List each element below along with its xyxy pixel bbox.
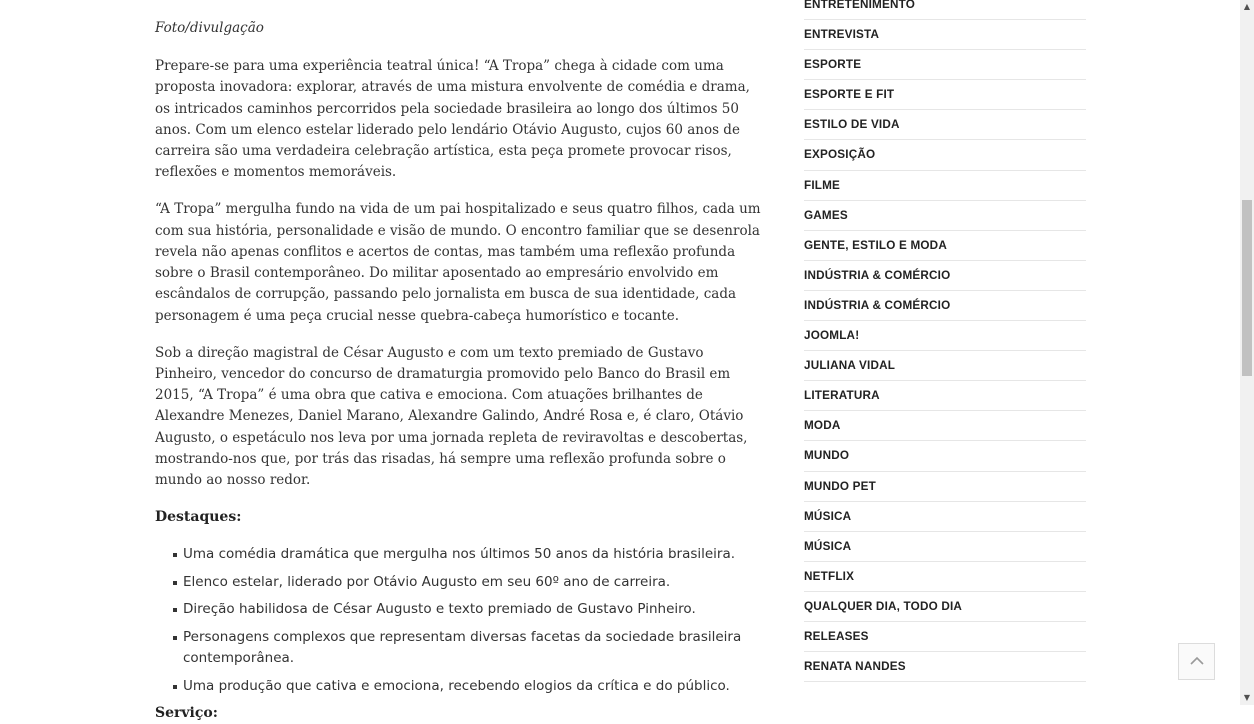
category-item xyxy=(804,441,1086,471)
highlights-list xyxy=(155,544,768,697)
category-item xyxy=(804,201,1086,231)
category-item xyxy=(804,321,1086,351)
category-link[interactable]: NETFLIX xyxy=(804,569,855,583)
category-link[interactable]: GENTE, ESTILO E MODA xyxy=(804,238,947,252)
category-link[interactable]: LITERATURA xyxy=(804,389,880,403)
service-heading: Serviço: xyxy=(155,705,218,722)
category-item xyxy=(804,140,1086,170)
category-item xyxy=(804,110,1086,140)
category-item xyxy=(804,50,1086,80)
chevron-up-icon xyxy=(1190,656,1204,665)
category-list xyxy=(804,0,1086,682)
category-link[interactable]: INDÚSTRIA & COMÉRCIO xyxy=(804,268,951,282)
category-item xyxy=(804,532,1086,562)
article-paragraph: Sob a direção magistral de César Augusto e com um texto premiado de Gustavo Pinheiro, vencedor do concurso de dramaturgia promovido pelo Banco do Brasil em 2015, “A Tropa” é uma obra que cativa e emociona. Com atuações brilhantes de Alexandre Menezes, Daniel Marano, Alexandre Galindo, André Rosa e, é claro, Otávio Augusto, o espetáculo nos leva por uma jornada repleta de reviravoltas e descobertas, mostrando-nos que, por trás das risadas, há sempre uma reflexão profunda sobre o mundo ao nosso redor. xyxy=(155,344,748,489)
scrollbar-thumb[interactable] xyxy=(1242,200,1252,376)
list-item: Uma comédia dramática que mergulha nos últimos 50 anos da história brasileira. xyxy=(183,544,768,566)
category-link[interactable]: MODA xyxy=(804,419,841,433)
category-item xyxy=(804,472,1086,502)
category-item xyxy=(804,80,1086,110)
article-paragraph: “A Tropa” mergulha fundo na vida de um pai hospitalizado e seus quatro filhos, cada um com sua história, personalidade e visão de mundo. O encontro familiar que se desenrola revela não apenas conflitos e acertos de contas, mas também uma reflexão profunda sobre o Brasil contemporâneo. Do militar aposentado ao empresário envolvido em escândalos de corrupção, passando pelo jornalista em busca de sua identidade, cada personagem é uma peça crucial nesse quebra-cabeça humorístico e tocante. xyxy=(155,201,761,324)
category-item xyxy=(804,231,1086,261)
category-item xyxy=(804,351,1086,381)
vertical-scrollbar[interactable] xyxy=(1240,0,1254,705)
category-link[interactable]: GAMES xyxy=(804,208,848,222)
category-link[interactable]: JOOMLA! xyxy=(804,329,860,343)
category-link[interactable]: ESTILO DE VIDA xyxy=(804,118,900,132)
category-link[interactable]: ENTREVISTA xyxy=(804,28,880,42)
category-item xyxy=(804,592,1086,622)
category-item xyxy=(804,622,1086,652)
category-link[interactable]: MUNDO xyxy=(804,449,850,463)
back-to-top-button[interactable] xyxy=(1178,643,1215,680)
category-link[interactable]: MÚSICA xyxy=(804,539,852,553)
category-item xyxy=(804,171,1086,201)
category-link[interactable]: JULIANA VIDAL xyxy=(804,359,896,373)
category-item xyxy=(804,261,1086,291)
article-body xyxy=(155,18,768,724)
list-item: Personagens complexos que representam diversas facetas da sociedade brasileira contemporânea. xyxy=(183,627,768,670)
category-link[interactable]: INDÚSTRIA & COMÉRCIO xyxy=(804,298,951,312)
category-link[interactable]: ESPORTE E FIT xyxy=(804,88,895,102)
category-link[interactable]: QUALQUER DIA, TODO DIA xyxy=(804,599,963,613)
highlights-heading: Destaques: xyxy=(155,509,242,526)
category-link[interactable]: ENTRETENIMENTO xyxy=(804,0,916,11)
category-link[interactable]: RENATA NANDES xyxy=(804,660,906,674)
category-item xyxy=(804,652,1086,682)
category-item xyxy=(804,502,1086,532)
category-item xyxy=(804,562,1086,592)
category-link[interactable]: ESPORTE xyxy=(804,58,862,72)
scroll-down-arrow-icon[interactable]: ▼ xyxy=(1243,693,1251,702)
list-item: Direção habilidosa de César Augusto e texto premiado de Gustavo Pinheiro. xyxy=(183,599,768,621)
category-item xyxy=(804,20,1086,50)
category-item xyxy=(804,411,1086,441)
category-item xyxy=(804,0,1086,20)
category-item xyxy=(804,291,1086,321)
list-item: Uma produção que cativa e emociona, recebendo elogios da crítica e do público. xyxy=(183,676,768,698)
scroll-up-arrow-icon[interactable]: ▲ xyxy=(1243,2,1251,11)
category-link[interactable]: FILME xyxy=(804,178,841,192)
article-paragraph: Prepare-se para uma experiência teatral única! “A Tropa” chega à cidade com uma proposta inovadora: explorar, através de uma mistura envolvente de comédia e drama, os intricados caminhos percorridos pela sociedade brasileira ao longo dos últimos 50 anos. Com um elenco estelar liderado pelo lendário Otávio Augusto, cujos 60 anos de carreira são uma verdadeira celebração artística, esta peça promete provocar risos, reflexões e momentos memoráveis. xyxy=(155,58,750,181)
category-link[interactable]: MUNDO PET xyxy=(804,479,876,493)
list-item: Elenco estelar, liderado por Otávio Augusto em seu 60º ano de carreira. xyxy=(183,572,768,594)
category-link[interactable]: EXPOSIÇÃO xyxy=(804,148,876,162)
category-link[interactable]: RELEASES xyxy=(804,629,869,643)
photo-caption: Foto/divulgação xyxy=(155,20,264,36)
category-item xyxy=(804,381,1086,411)
category-link[interactable]: MÚSICA xyxy=(804,509,852,523)
